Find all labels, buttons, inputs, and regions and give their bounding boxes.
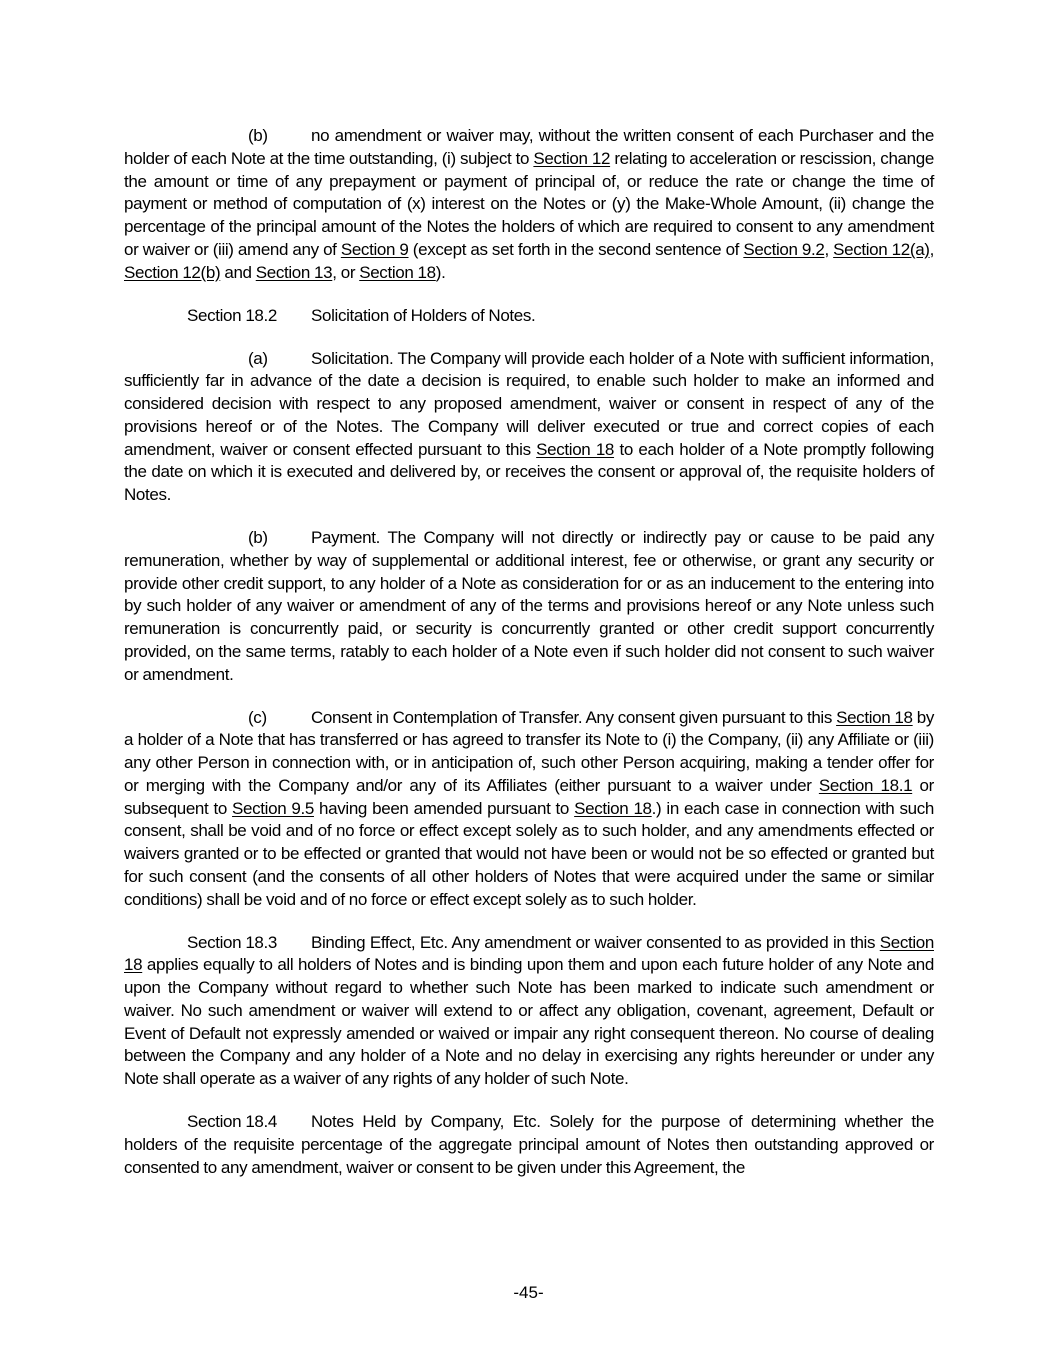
section-18-reference: Section 18 [536, 439, 615, 459]
document-body [124, 125, 934, 1200]
paragraph-18-2-b [124, 527, 934, 686]
section-number: Section 18.2 [187, 305, 278, 325]
paragraph-text: ). [435, 262, 446, 282]
paragraph-text: Payment. The Company will not directly or indirectly pay or cause to be paid any remuneration, whether by way of supplemental or additional interest, fee or otherwise, or grant any security or provide other credit support, to any holder of a Note as consideration for or as an inducement to the entering into by such holder of any waiver or amendment of any of the terms and provisions hereof or any Note unless such remuneration is concurrently paid, or security is concurrently granted or other credit support concurrently provided, on the same terms, ratably to each holder of a Note even if such holder did not consent to such waiver or amendment. [124, 528, 934, 684]
section-18-reference: Section 18 [359, 262, 436, 282]
paragraph-text: to each holder of a Note promptly following the date on which it is executed and delivered by, or receives the consent or approval of, the requisite holders of Notes. [124, 439, 934, 504]
paragraph-18-2-c [124, 707, 934, 912]
section-18-reference: Section 18 [836, 707, 913, 727]
clause-label: (c) [248, 707, 267, 727]
section-number: Section 18.4 [187, 1112, 278, 1131]
section-18-reference: Section 18 [574, 798, 652, 818]
section-title: Solicitation of Holders of Notes. [311, 305, 536, 325]
paragraph-18-1-b [124, 125, 934, 284]
section-18-reference: Section 18 [124, 932, 934, 975]
section-12-reference: Section 12 [533, 148, 611, 168]
paragraph-text: .) in each case in connection with such consent, shall be void and of no force or effect except solely as to such holder, and any amendments effected or waivers granted or to be effected or granted that would not have been or would not be so effected or granted but for such consent (and the consents of all other holders of Notes that were acquired under the same or similar conditions) shall be void and of no force or effect except solely as to such holder. [124, 798, 934, 909]
section-18-2-heading [124, 305, 934, 328]
section-13-reference: Section 13 [255, 262, 333, 282]
paragraph-text: relating to acceleration or rescission, change the amount or time of any prepayment or payment of principal of, or reduce the rate or change the time of payment or method of computation of (x) interest on the Notes or (y) the Make-Whole Amount, (ii) change the percentage of the principal amount of the Notes the holders of which are required to consent to any amendment or waiver or (iii) amend any of [124, 148, 934, 259]
paragraph-text: and [220, 262, 256, 282]
paragraph-text: , [824, 239, 834, 259]
paragraph-text: , or [332, 262, 360, 282]
paragraph-text: Solicitation. The Company will provide each holder of a Note with sufficient information, sufficiently far in advance of the date a decision is required, to enable such holder to make an informed and considered decision with respect to any proposed amendment, waiver or consent in respect of any of the provisions hereof or of the Notes. The Company will deliver executed or true and correct copies of each amendment, waiver or consent effected pursuant to this [124, 348, 934, 459]
paragraph-text: applies equally to all holders of Notes and is binding upon them and upon each future holder of any Note and upon the Company without regard to whether such Note has been marked to indicate such amendment or waiver. No such amendment or waiver will extend to or affect any obligation, covenant, agreement, Default or Event of Default not expressly amended or waived or impair any right consequent thereon. No course of dealing between the Company and any holder of a Note and no delay in exercising any rights hereunder or under any Note shall operate as a waiver of any rights of any holder of such Note. [124, 955, 934, 1088]
section-18-1-reference: Section 18.1 [818, 775, 913, 795]
section-number: Section 18.3 [187, 932, 278, 952]
paragraph-text: Notes Held by Company, Etc. Solely for the purpose of determining whether the holders of the requisite percentage of the aggregate principal amount of Notes then outstanding approved or consented to any amendment, waiver or consent to be given under this Agreement, the [124, 1112, 934, 1177]
paragraph-text: no amendment or waiver may, without the written consent of each Purchaser and the holder of each Note at the time outstanding, (i) subject to [124, 126, 934, 168]
paragraph-text: by a holder of a Note that has transferred or has agreed to transfer its Note to (i) the Company, (ii) any Affiliate or (iii) any other Person in connection with, or in anticipation of, such other Person acquiring, making a tender offer for or merging with the Company and/or any of its Affiliates (either pursuant to a waiver under [124, 707, 934, 795]
paragraph-text: Binding Effect, Etc. Any amendment or waiver consented to as provided in this [311, 932, 880, 952]
section-9-reference: Section 9 [340, 239, 409, 259]
page-number: -45- [513, 1283, 544, 1302]
paragraph-text: having been amended pursuant to [313, 798, 575, 818]
section-12b-reference: Section 12(b) [124, 262, 221, 282]
clause-label: (b) [248, 126, 268, 145]
section-9-5-reference: Section 9.5 [232, 798, 314, 818]
paragraph-text: , [929, 239, 934, 259]
paragraph-text: or subsequent to [124, 775, 934, 818]
paragraph-18-4 [124, 1111, 934, 1179]
paragraph-18-3 [124, 932, 934, 1091]
paragraph-text: (except as set forth in the second sentence of [408, 239, 744, 259]
clause-label: (a) [248, 348, 268, 368]
paragraph-18-2-a [124, 348, 934, 507]
section-12a-reference: Section 12(a) [833, 239, 930, 259]
clause-label: (b) [248, 528, 268, 547]
paragraph-text: Consent in Contemplation of Transfer. Any consent given pursuant to this [311, 707, 837, 727]
section-9-2-reference: Section 9.2 [743, 239, 825, 259]
